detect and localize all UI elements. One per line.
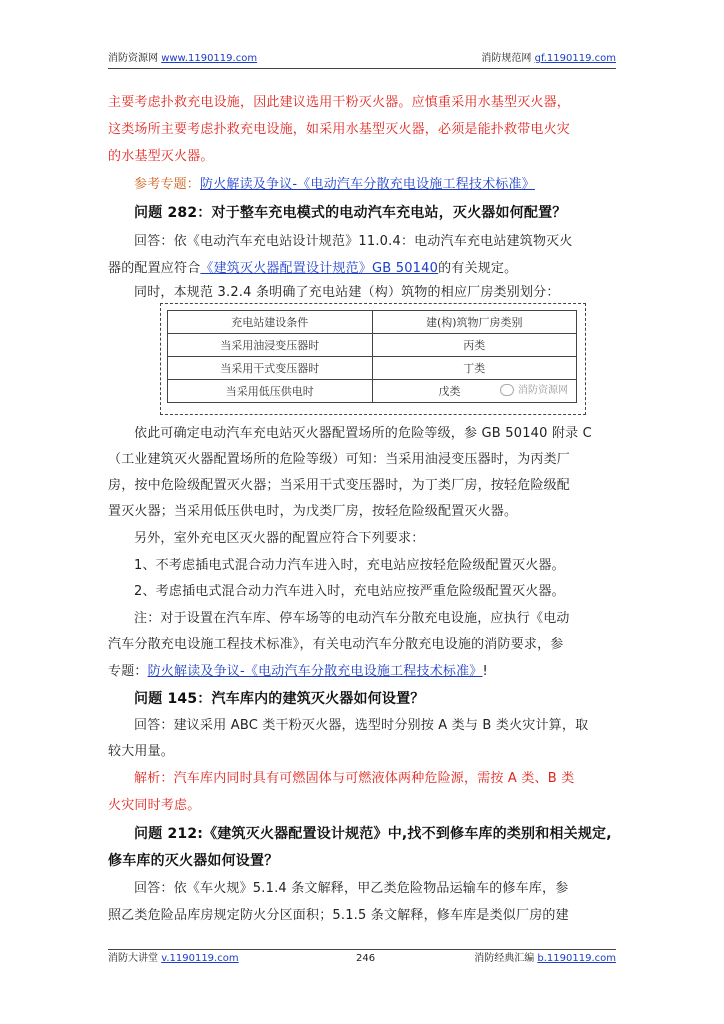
footer-left xyxy=(108,950,239,968)
note-line: 注：对于设置在汽车库、停车场等的电动汽车分散充电设施，应执行《电动 xyxy=(134,611,570,626)
watermark-text: 消防资源网 xyxy=(518,385,568,396)
page-header xyxy=(108,50,616,69)
table-header-cell: 充电站建设条件 xyxy=(168,311,373,334)
reference-line xyxy=(108,659,618,685)
question-282: 问题 282：对于整车充电模式的电动汽车充电站，灭火器如何配置？ xyxy=(134,205,567,221)
intro-line: 的水基型灭火器。 xyxy=(108,149,214,164)
table-cell: 戊类 xyxy=(372,380,577,403)
table-header-row xyxy=(168,311,577,334)
reference-link[interactable]: 防火解读及争议-《电动汽车分散充电设施工程技术标准》 xyxy=(147,664,483,679)
footer-right-label: 消防经典汇编 xyxy=(474,953,535,964)
answer-line: 较大用量。 xyxy=(108,744,175,759)
table-cell: 丁类 xyxy=(372,357,577,380)
page-number: 246 xyxy=(356,953,376,964)
intro-line: 主要考虑扑救充电设施，因此建议选用干粉灭火器。应慎重采用水基型灭火器， xyxy=(108,95,571,110)
answer-line: 照乙类危险品库房规定防火分区面积；5.1.5 条文解释，修车库是类似厂房的建 xyxy=(108,908,569,923)
header-left-link[interactable]: www.1190119.com xyxy=(161,53,258,64)
answer-line xyxy=(108,256,618,282)
reference-suffix: ! xyxy=(482,664,488,679)
watermark xyxy=(500,381,568,396)
question-212: 问题 212:《建筑灭火器配置设计规范》中,找不到修车库的类别和相关规定, xyxy=(134,826,612,842)
body-line: 另外，室外充电区灭火器的配置应符合下列要求： xyxy=(134,531,425,546)
reference-link[interactable]: 防火解读及争议-《电动汽车分散充电设施工程技术标准》 xyxy=(200,177,535,192)
body-line: 房，按中危险级配置灭火器；当采用干式变压器时，为丁类厂房，按轻危险级配 xyxy=(108,478,571,493)
analysis-line: 解析：汽车库内同时具有可燃固体与可燃液体两种危险源，需按 A 类、B 类 xyxy=(134,771,575,786)
reference-line xyxy=(134,172,644,198)
header-right-link[interactable]: gf.1190119.com xyxy=(534,53,616,64)
body-line: 1、不考虑插电式混合动力汽车进入时，充电站应按轻危险级配置灭火器。 xyxy=(134,558,565,573)
body-line: （工业建筑灭火器配置场所的危险等级）可知：当采用油浸变压器时，为丙类厂 xyxy=(108,452,571,467)
answer-line: 回答：建议采用 ABC 类干粉灭火器，选型时分别按 A 类与 B 类火灾计算，取 xyxy=(134,718,589,733)
table-cell: 当采用低压供电时 xyxy=(168,380,373,403)
question-145: 问题 145：汽车库内的建筑灭火器如何设置？ xyxy=(134,691,425,707)
page-footer xyxy=(108,949,616,968)
header-left-label: 消防资源网 xyxy=(108,53,158,64)
answer-line: 回答：依《电动汽车充电站设计规范》11.0.4：电动汽车充电站建筑物灭火 xyxy=(134,234,573,249)
footer-left-label: 消防大讲堂 xyxy=(108,953,158,964)
note-line: 汽车分散充电设施工程技术标准》，有关电动汽车分散充电设施的消防要求，参 xyxy=(108,637,564,652)
footer-left-link[interactable]: v.1190119.com xyxy=(161,953,239,964)
header-right xyxy=(481,50,616,68)
footer-right xyxy=(474,950,616,968)
header-right-label: 消防规范网 xyxy=(481,53,532,64)
body-line: 依此可确定电动汽车充电站灭火器配置场所的危险等级，参 GB 50140 附录 C xyxy=(134,426,592,441)
answer-line: 回答：依《车火规》5.1.4 条文解释，甲乙类危险物品运输车的修车库，参 xyxy=(134,881,569,896)
table-row xyxy=(168,334,577,357)
wechat-icon xyxy=(500,384,514,396)
intro-line: 这类场所主要考虑扑救充电设施，如采用水基型灭火器，必须是能扑救带电火灾 xyxy=(108,122,571,137)
header-left xyxy=(108,50,257,68)
analysis-line: 火灾同时考虑。 xyxy=(108,798,201,813)
question-212: 修车库的灭火器如何设置？ xyxy=(108,853,279,869)
reference-prefix: 参考专题： xyxy=(134,177,201,192)
table-row xyxy=(168,357,577,380)
answer-text: 器的配置应符合 xyxy=(108,261,201,276)
table-cell: 当采用油浸变压器时 xyxy=(168,334,373,357)
standard-link[interactable]: 《建筑灭火器配置设计规范》GB 50140 xyxy=(200,261,439,276)
answer-line: 同时，本规范 3.2.4 条明确了充电站建（构）筑物的相应厂房类别划分： xyxy=(134,285,560,300)
table-header-cell: 建(构)筑物厂房类别 xyxy=(372,311,577,334)
table-cell: 丙类 xyxy=(372,334,577,357)
body-line: 2、考虑插电式混合动力汽车进入时，充电站应按严重危险级配置灭火器。 xyxy=(134,584,565,599)
answer-text: 的有关规定。 xyxy=(438,261,518,276)
classification-table-frame xyxy=(160,303,586,415)
body-line: 置灭火器；当采用低压供电时，为戊类厂房，按轻危险级配置灭火器。 xyxy=(108,504,518,519)
reference-prefix: 专题： xyxy=(108,664,148,679)
table-cell: 当采用干式变压器时 xyxy=(168,357,373,380)
footer-right-link[interactable]: b.1190119.com xyxy=(537,953,616,964)
